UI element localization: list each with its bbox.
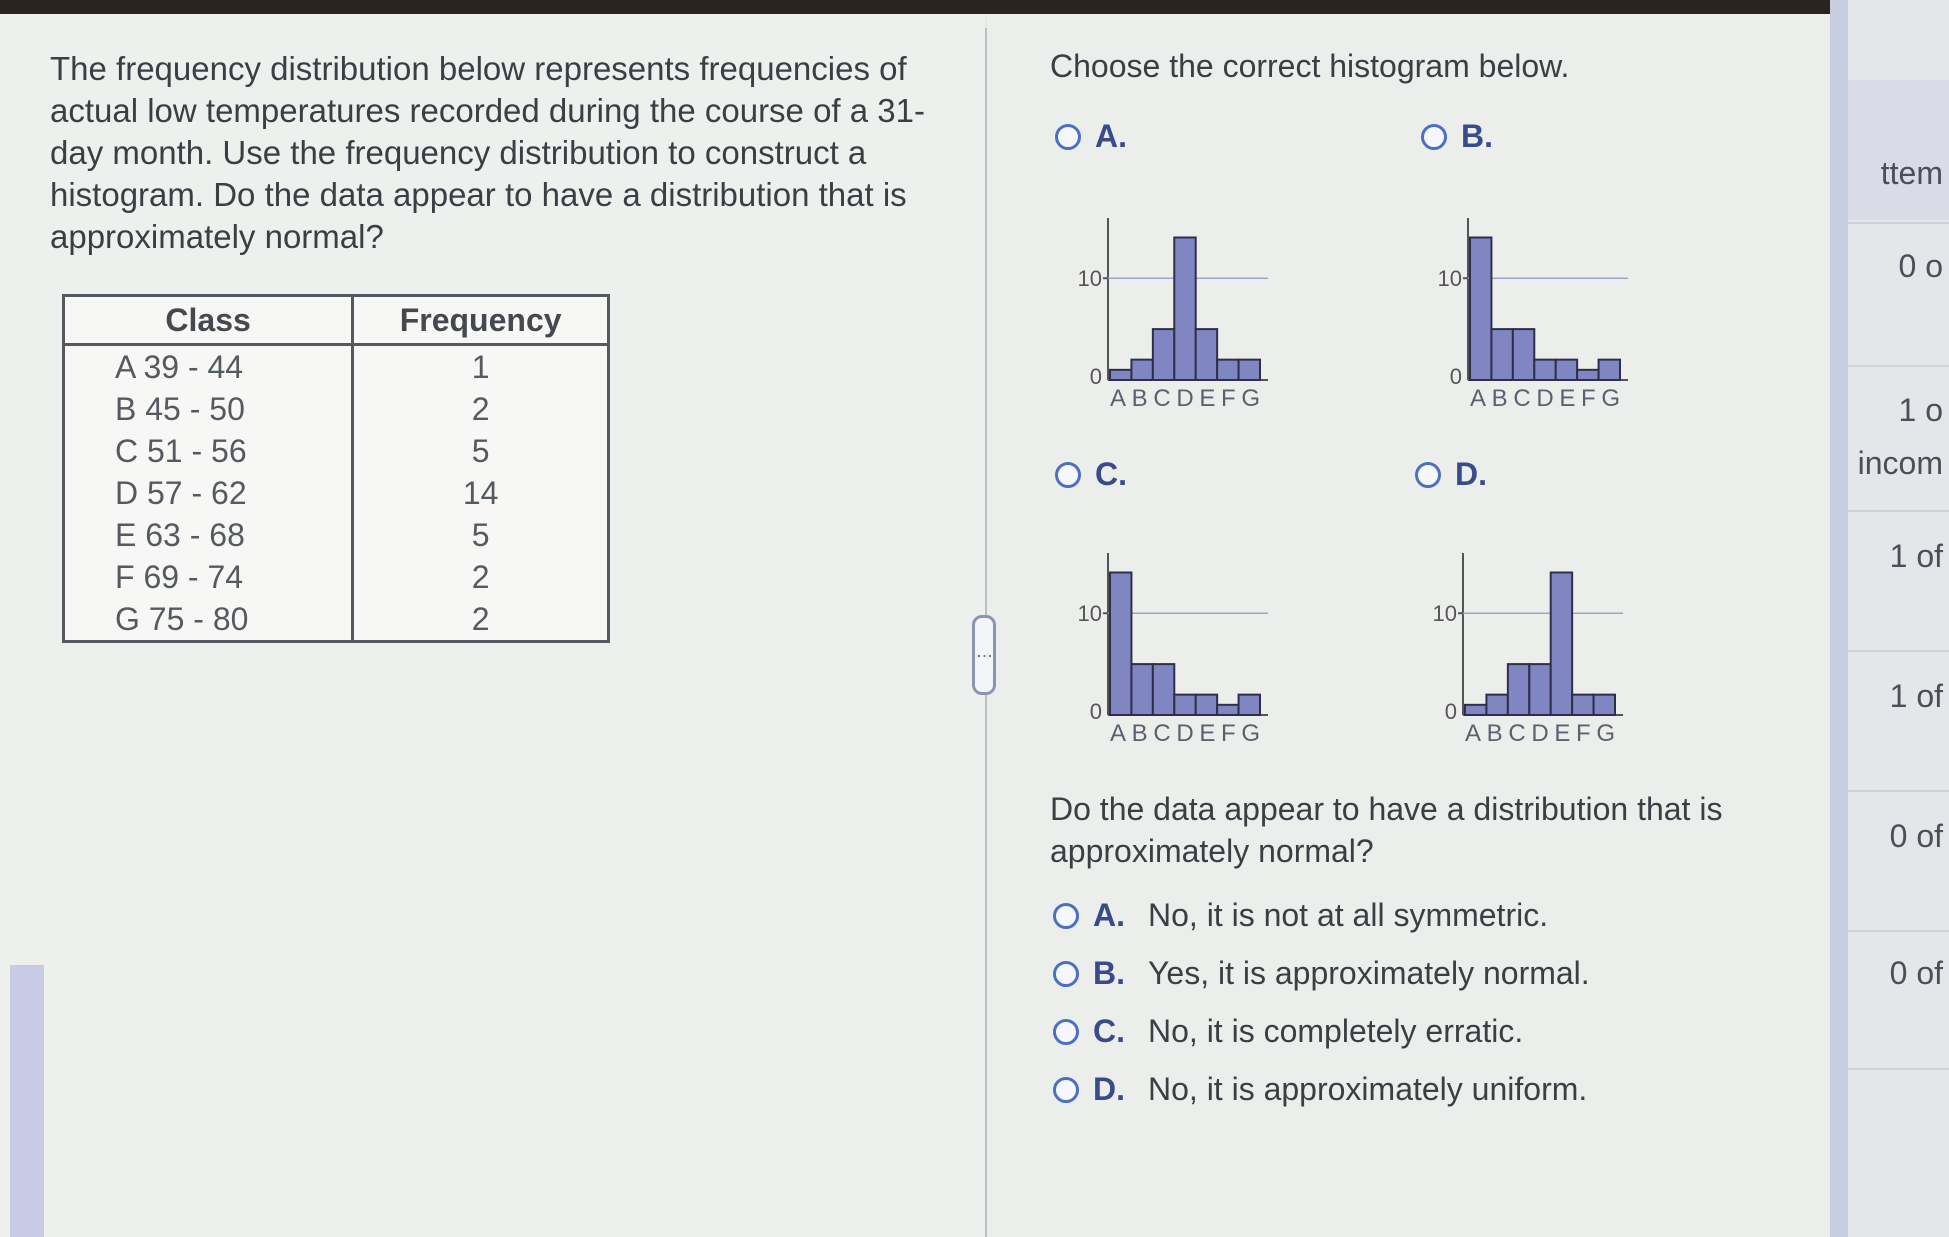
bar-G bbox=[1239, 695, 1260, 715]
table-row bbox=[64, 430, 609, 472]
class-cell: E 63 - 68 bbox=[64, 514, 353, 556]
divider bbox=[1848, 510, 1949, 512]
sidebar-item[interactable]: 1 of bbox=[1889, 538, 1943, 574]
bar-B bbox=[1491, 329, 1512, 380]
sidebar-item[interactable]: 0 of bbox=[1889, 955, 1943, 991]
histogram-option-b[interactable] bbox=[1421, 118, 1493, 155]
radio-icon[interactable] bbox=[1053, 903, 1079, 929]
normality-answer-c[interactable] bbox=[1053, 1013, 1523, 1050]
radio-icon[interactable] bbox=[1053, 961, 1079, 987]
tick-label: 0 bbox=[1089, 364, 1102, 389]
bar-D bbox=[1174, 238, 1195, 381]
histogram-svg bbox=[1070, 545, 1280, 745]
sidebar-item[interactable]: 1 of bbox=[1889, 678, 1943, 714]
histogram-svg bbox=[1425, 545, 1635, 745]
bar-D bbox=[1174, 695, 1195, 715]
radio-icon[interactable] bbox=[1053, 1019, 1079, 1045]
option-letter: B. bbox=[1461, 118, 1493, 154]
tick-label: 10 bbox=[1437, 266, 1462, 292]
histogram-option-a[interactable] bbox=[1055, 118, 1127, 155]
bar-E bbox=[1556, 360, 1577, 380]
bar-F bbox=[1217, 705, 1238, 715]
divider bbox=[1848, 1068, 1949, 1070]
bar-F bbox=[1217, 360, 1238, 380]
answer-letter: B. bbox=[1093, 955, 1125, 991]
frequency-cell: 2 bbox=[353, 388, 609, 430]
answer-text: No, it is not at all symmetric. bbox=[1148, 897, 1549, 933]
bar-G bbox=[1599, 360, 1620, 380]
axis-category-label: ABCDEFG bbox=[1110, 385, 1260, 410]
axis-category-label: ABCDEFG bbox=[1110, 720, 1260, 745]
histogram-option-d[interactable] bbox=[1415, 456, 1487, 493]
frequency-cell: 14 bbox=[353, 472, 609, 514]
tick-label: 10 bbox=[1432, 601, 1457, 627]
sidebar-item[interactable]: 0 of bbox=[1889, 818, 1943, 854]
top-bar bbox=[0, 0, 1830, 14]
sidebar-item: incom bbox=[1857, 445, 1943, 481]
radio-icon[interactable] bbox=[1055, 462, 1081, 488]
divider bbox=[1848, 222, 1949, 224]
bar-B bbox=[1486, 695, 1507, 715]
histogram-b bbox=[1430, 210, 1640, 415]
axis-category-label: ABCDEFG bbox=[1470, 385, 1620, 410]
divider bbox=[1848, 650, 1949, 652]
histogram-option-c[interactable] bbox=[1055, 456, 1127, 493]
bar-G bbox=[1594, 695, 1615, 715]
drag-handle-icon[interactable]: ⋮ bbox=[972, 615, 996, 695]
bar-B bbox=[1131, 360, 1152, 380]
axis-category-label: ABCDEFG bbox=[1465, 720, 1615, 745]
sidebar-item[interactable]: 0 o bbox=[1898, 248, 1943, 284]
answer-text: No, it is approximately uniform. bbox=[1148, 1071, 1588, 1107]
divider bbox=[1848, 365, 1949, 367]
bar-B bbox=[1131, 664, 1152, 715]
class-cell: A 39 - 44 bbox=[64, 345, 353, 389]
table-header-class: Class bbox=[64, 296, 353, 345]
normality-question: Do the data appear to have a distribution that is approximately normal? bbox=[1050, 791, 1723, 869]
bar-C bbox=[1153, 329, 1174, 380]
answer-letter: D. bbox=[1093, 1071, 1125, 1107]
tick-label: 0 bbox=[1444, 699, 1457, 724]
answer-text: Yes, it is approximately normal. bbox=[1148, 955, 1590, 991]
histogram-svg bbox=[1430, 210, 1640, 410]
answer-text: No, it is completely erratic. bbox=[1148, 1013, 1524, 1049]
table-row bbox=[64, 345, 609, 389]
frequency-cell: 2 bbox=[353, 598, 609, 642]
bar-A bbox=[1110, 370, 1131, 380]
class-cell: B 45 - 50 bbox=[64, 388, 353, 430]
class-cell: D 57 - 62 bbox=[64, 472, 353, 514]
tick-label: 10 bbox=[1077, 266, 1102, 292]
radio-icon[interactable] bbox=[1421, 124, 1447, 150]
sidebar-item[interactable]: 1 o bbox=[1898, 392, 1943, 428]
progress-sidebar bbox=[1830, 0, 1949, 1237]
histogram-d bbox=[1425, 545, 1635, 750]
sidebar-header: ttem bbox=[1880, 155, 1943, 191]
histogram-c bbox=[1070, 545, 1280, 750]
frequency-cell: 1 bbox=[353, 345, 609, 389]
class-cell: C 51 - 56 bbox=[64, 430, 353, 472]
bar-F bbox=[1577, 370, 1598, 380]
left-edge-strip bbox=[10, 965, 44, 1237]
bar-A bbox=[1465, 705, 1486, 715]
table-row bbox=[64, 388, 609, 430]
bar-D bbox=[1534, 360, 1555, 380]
table-row bbox=[64, 556, 609, 598]
answer-letter: C. bbox=[1093, 1013, 1125, 1049]
tick-label: 0 bbox=[1449, 364, 1462, 389]
answer-letter: A. bbox=[1093, 897, 1125, 933]
table-row bbox=[64, 598, 609, 642]
normality-answer-d[interactable] bbox=[1053, 1071, 1587, 1108]
normality-answer-b[interactable] bbox=[1053, 955, 1590, 992]
radio-icon[interactable] bbox=[1055, 124, 1081, 150]
table-row bbox=[64, 514, 609, 556]
divider bbox=[1848, 790, 1949, 792]
normality-answer-a[interactable] bbox=[1053, 897, 1548, 934]
radio-icon[interactable] bbox=[1415, 462, 1441, 488]
table-header-frequency: Frequency bbox=[353, 296, 609, 345]
frequency-cell: 2 bbox=[353, 556, 609, 598]
option-letter: D. bbox=[1455, 456, 1487, 492]
bar-A bbox=[1470, 238, 1491, 381]
divider bbox=[1848, 930, 1949, 932]
bar-E bbox=[1551, 573, 1572, 716]
bar-C bbox=[1513, 329, 1534, 380]
frequency-cell: 5 bbox=[353, 514, 609, 556]
histogram-svg bbox=[1070, 210, 1280, 410]
bar-E bbox=[1196, 695, 1217, 715]
class-cell: F 69 - 74 bbox=[64, 556, 353, 598]
bar-C bbox=[1508, 664, 1529, 715]
bar-G bbox=[1239, 360, 1260, 380]
bar-D bbox=[1529, 664, 1550, 715]
table-row bbox=[64, 472, 609, 514]
bar-E bbox=[1196, 329, 1217, 380]
radio-icon[interactable] bbox=[1053, 1077, 1079, 1103]
tick-label: 0 bbox=[1089, 699, 1102, 724]
bar-A bbox=[1110, 573, 1131, 716]
tick-label: 10 bbox=[1077, 601, 1102, 627]
histogram-prompt: Choose the correct histogram below. bbox=[1050, 48, 1570, 84]
option-letter: A. bbox=[1095, 118, 1127, 154]
bar-F bbox=[1572, 695, 1593, 715]
bar-C bbox=[1153, 664, 1174, 715]
histogram-a bbox=[1070, 210, 1280, 415]
class-cell: G 75 - 80 bbox=[64, 598, 353, 642]
sidebar-header-bg bbox=[1848, 80, 1949, 220]
option-letter: C. bbox=[1095, 456, 1127, 492]
frequency-table bbox=[62, 294, 610, 643]
question-text: The frequency distribution below represents frequencies of actual low temperatures recorded during the course of a 31-day month. Use the frequency distribution to construct a histogram. Do the data appear to have a distribution that is approximately normal? bbox=[50, 50, 925, 255]
frequency-cell: 5 bbox=[353, 430, 609, 472]
